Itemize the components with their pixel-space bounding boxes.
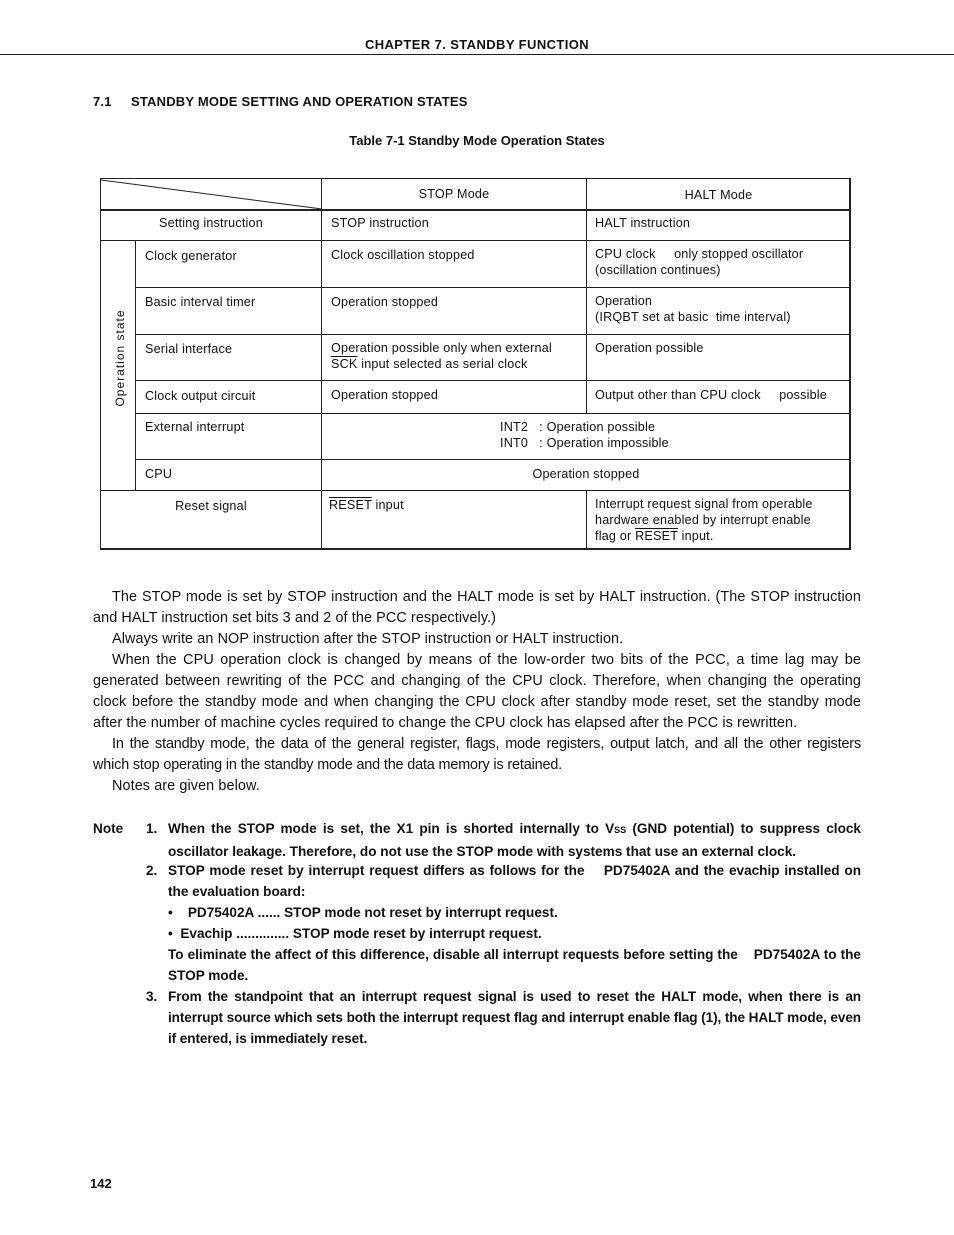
cell-serial-stop-line2	[331, 356, 552, 372]
note-label: Note	[93, 821, 124, 836]
cell-serial-stop-line2-rest: input selected as serial clock	[357, 357, 528, 371]
cell-extint-line1: INT2 : Operation possible	[500, 420, 656, 434]
cell-reset-halt	[595, 496, 813, 544]
cell-clockgen-halt-line2: (oscillation continues)	[595, 263, 721, 277]
reset-signal: RESET	[329, 498, 372, 512]
note-1-number: 1.	[146, 821, 158, 836]
col-header-stop: STOP Mode	[418, 187, 490, 201]
cell-reset-stop-rest: input	[371, 498, 404, 512]
section-number: 7.1	[93, 94, 112, 109]
sck-signal: $\overline{SCK}$	[331, 357, 358, 371]
note-2-number: 2.	[146, 863, 158, 878]
cell-bit-halt-line2: (IRQBT set at basic time interval)	[595, 310, 791, 324]
row-label-reset-signal: Reset signal	[175, 499, 247, 513]
paragraph-5: Notes are given below.	[112, 778, 260, 794]
row-label-setting: Setting instruction	[159, 216, 263, 230]
note-3-number: 3.	[146, 989, 158, 1004]
paragraph-2: Always write an NOP instruction after the STOP instruction or HALT instruction.	[112, 631, 624, 647]
rule-cpu	[101, 490, 850, 491]
header-rule	[0, 54, 954, 55]
note-1-text-b: (GND potential) to suppress clock oscillator leakage. Therefore, do not use the STOP mode with systems that use an external clock.	[168, 821, 861, 859]
table-caption: Table 7-1 Standby Mode Operation States	[349, 133, 605, 148]
note-2-text: STOP mode reset by interrupt request differs as follows for the PD75402A and the evachip installed on the evaluation board:	[168, 863, 865, 899]
header-diagonal	[101, 179, 323, 210]
running-header: CHAPTER 7. STANDBY FUNCTION	[364, 37, 590, 52]
rule-serial	[135, 380, 850, 381]
note-2-bullet-1: • PD75402A ...... STOP mode not reset by interrupt request.	[168, 905, 558, 920]
row-label-clock-generator: Clock generator	[145, 249, 237, 263]
cell-bit-halt	[595, 293, 791, 325]
note-1-text-a: When the STOP mode is set, the X1 pin is shorted internally to V	[168, 821, 615, 836]
cell-clkout-halt: Output other than CPU clock possible	[595, 388, 828, 402]
paragraph-4: In the standby mode, the data of the general register, flags, mode registers, output latch, and all the other registers which stop operating in the standby mode and the data memory is retained.	[93, 736, 861, 773]
cell-reset-halt-line3-post: input.	[677, 529, 714, 543]
group-rule	[135, 240, 136, 490]
cell-setting-halt: HALT instruction	[595, 216, 691, 230]
row-label-serial-interface: Serial interface	[145, 342, 233, 356]
cell-clockgen-halt-line1: CPU clock only stopped oscillator	[595, 247, 804, 261]
rule-setting	[101, 240, 850, 241]
note-2-tail: To eliminate the affect of this difference, disable all interrupt requests before setting the PD75402A to the STOP mode.	[168, 947, 865, 983]
notes-block	[0, 818, 954, 1048]
col-rule-1	[321, 179, 322, 549]
row-label-clock-output-circuit: Clock output circuit	[145, 389, 256, 403]
cell-setting-stop: STOP instruction	[331, 216, 429, 230]
col-rule-2b	[586, 490, 587, 549]
note-1-text	[168, 818, 861, 862]
cell-cpu-both: Operation stopped	[532, 467, 640, 481]
note-3-text: From the standpoint that an interrupt request signal is used to reset the HALT mode, when there is an interrupt source which sets both the interrupt request flag and interrupt enable flag (1), the HALT mode, even if entered, is immediately reset.	[168, 989, 861, 1046]
rule-clkout	[135, 413, 850, 414]
cell-reset-halt-line1: Interrupt request signal from operable	[595, 497, 813, 511]
reset-signal-halt: RESET	[635, 529, 678, 543]
paragraph-3: When the CPU operation clock is changed by means of the low-order two bits of the PCC, a time lag may be generated between rewriting of the PCC and changing of the CPU clock. Therefore, when changing the operating clock before the standby mode and when changing the CPU clock after standby mode reset, set the standby mode after the number of machine cycles required to change the CPU clock has elapsed after the PCC is rewritten.	[93, 652, 861, 731]
cell-reset-halt-line2: hardware enabled by interrupt enable	[595, 513, 811, 527]
cell-bit-stop: Operation stopped	[331, 295, 439, 309]
cell-clockgen-halt	[595, 246, 803, 278]
rule-bit	[135, 334, 850, 335]
note-2-bullet-2: • Evachip .............. STOP mode reset by interrupt request.	[168, 926, 542, 941]
cell-clockgen-stop: Clock oscillation stopped	[331, 248, 475, 262]
cell-serial-stop	[331, 340, 552, 372]
cell-reset-halt-line3-pre: flag or	[595, 529, 636, 543]
col-header-halt: HALT Mode	[684, 188, 753, 202]
section-title: STANDBY MODE SETTING AND OPERATION STATES	[131, 94, 468, 109]
row-label-cpu: CPU	[145, 467, 173, 481]
page-number: 142	[90, 1176, 112, 1191]
row-label-external-interrupt: External interrupt	[145, 420, 245, 434]
cell-clkout-stop: Operation stopped	[331, 388, 439, 402]
rule-header	[101, 209, 850, 211]
cell-serial-halt: Operation possible	[595, 341, 704, 355]
cell-bit-halt-line1: Operation	[595, 294, 653, 308]
cell-extint-line2: INT0 : Operation impossible	[500, 436, 669, 450]
vss-subscript: SS	[614, 825, 627, 835]
section-heading	[93, 94, 468, 109]
cell-serial-stop-line1: Operation possible only when external	[331, 341, 552, 355]
group-label-operation-state: Operation state	[113, 309, 127, 407]
col-rule-2a	[586, 179, 587, 413]
rule-extint	[135, 459, 850, 460]
cell-extint-both	[500, 419, 669, 451]
rule-clockgen	[135, 287, 850, 288]
cell-reset-halt-line3	[595, 528, 813, 544]
standby-table	[100, 178, 851, 550]
paragraph-1: The STOP mode is set by STOP instruction and the HALT mode is set by HALT instruction. (The STOP instruction and HALT instruction set bits 3 and 2 of the PCC respectively.)	[93, 589, 861, 626]
row-label-basic-interval-timer: Basic interval timer	[145, 295, 256, 309]
cell-reset-stop	[329, 497, 404, 513]
